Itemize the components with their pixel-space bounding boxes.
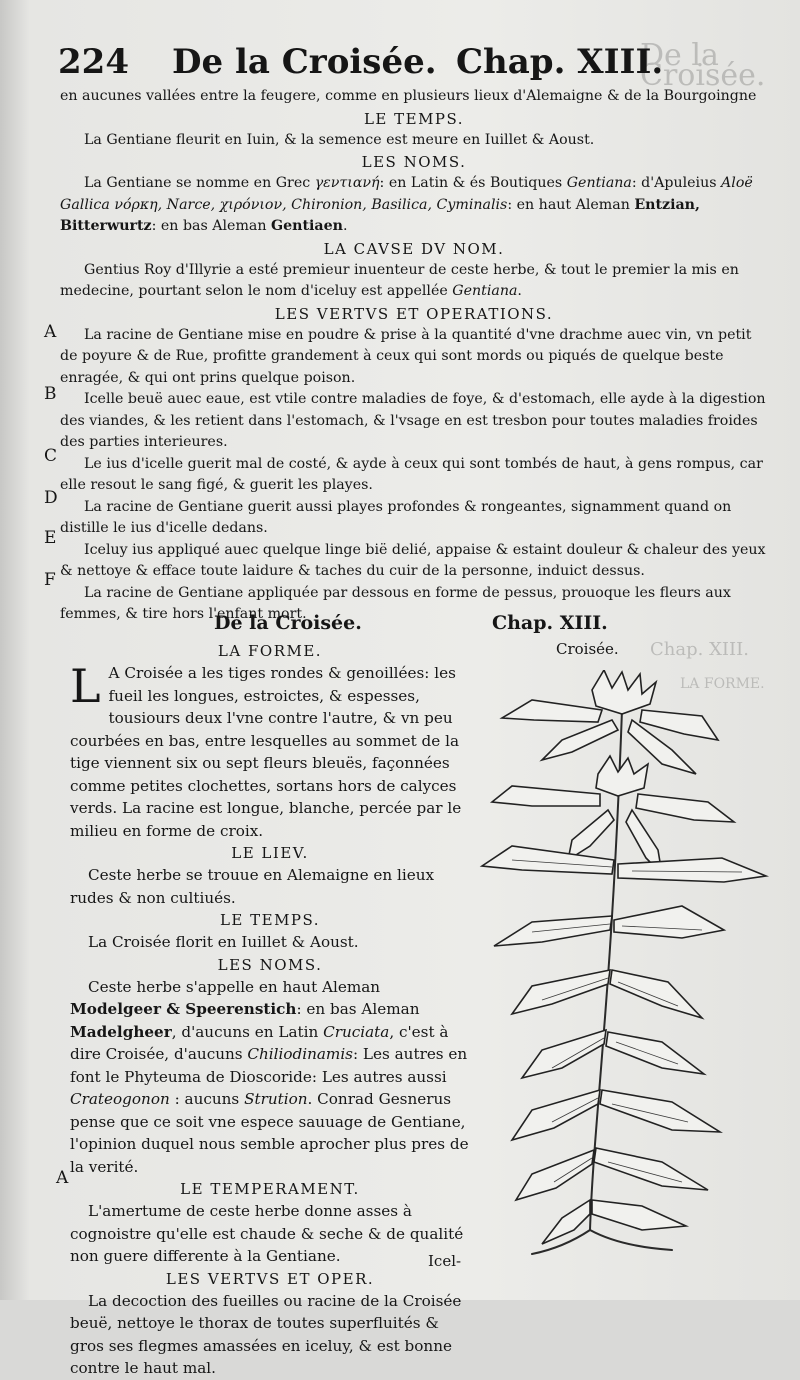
drop-cap: L bbox=[70, 659, 101, 713]
bleedthrough-chapter: Chap. XIII. bbox=[650, 639, 749, 660]
vertus-d-paragraph: La racine de Gentiane guerit aussi playes profondes & rongeantes, signamment quand on distille le ius d'icelle dedans. bbox=[60, 498, 732, 536]
chapter-label: Chap. XIII. bbox=[456, 42, 664, 82]
vertus-c-paragraph: Le ius d'icelle guerit mal de costé, & ayde à ceux qui sont tombés de haut, à gens rompus, car elle resout le sang figé, & guerit les playes. bbox=[60, 455, 763, 493]
temperament-heading: LE TEMPERAMENT. bbox=[180, 1180, 360, 1198]
plant-caption: Croisée. bbox=[556, 640, 619, 658]
margin-letter-a: A bbox=[44, 322, 57, 342]
leaf-hatching bbox=[512, 860, 742, 1182]
vertus-a-paragraph: La racine de Gentiane mise en poudre & prise à la quantité d'vne drachme auec vin, vn petit de poyure & de Rue, profitte grandement à ceux qui sont mords ou piqués de quelque beste enragée, & qui ont prins quelque poison. bbox=[60, 326, 752, 386]
forme-heading: LA FORME. bbox=[217, 642, 323, 660]
temps-paragraph: La Gentiane fleurit en Iuin, & la semence est meure en Iuillet & Aoust. bbox=[84, 131, 595, 148]
vertus-e-paragraph: Iceluy ius appliqué auec quelque linge bië delié, appaise & estaint douleur & chaleur des yeux & nettoye & efface toute laidure & taches du cuir de la personne, induict dessus. bbox=[60, 541, 766, 579]
croisee-plant-woodcut bbox=[472, 670, 782, 1260]
temps-heading-2: LE TEMPS. bbox=[219, 911, 321, 929]
cause-heading: LA CAVSE DV NOM. bbox=[323, 239, 505, 258]
vertus-b-paragraph: Icelle beuë auec eaue, est vtile contre maladies de foye, & d'estomach, elle ayde à la digestion des viandes, & les retient dans l'estomach, & l'vsage en est tresbon pour toutes maladies froides des parties interieures. bbox=[60, 391, 766, 450]
lieu-paragraph: Ceste herbe se trouue en Alemaigne en lieux rudes & non cultiués. bbox=[70, 866, 435, 907]
bleedthrough-heading: LA FORME. bbox=[680, 676, 765, 692]
subtitle-right: Chap. XIII. bbox=[492, 612, 608, 634]
margin-letter-e: E bbox=[44, 528, 57, 548]
temps-heading: LE TEMPS. bbox=[363, 109, 465, 128]
lower-left-column bbox=[70, 640, 470, 1380]
running-head bbox=[58, 40, 664, 84]
margin-letter-c: C bbox=[44, 446, 58, 466]
margin-letter-a-lower: A bbox=[56, 1168, 69, 1188]
margin-letter-f: F bbox=[44, 570, 56, 590]
noms-paragraph: La Gentiane se nomme en Grec γεντιανή: en Latin & és Boutiques Gentiana: d'Apuleius Aloë Gallica νόρκη, Narce, χιρόνιον, Chironion, Basilica, Cyminalis: en haut Aleman Entzian, Bitterwurtz: en bas Aleman Gentiaen. bbox=[60, 175, 753, 234]
temperament-paragraph: L'amertume de ceste herbe donne asses à cognoistre qu'elle est chaude & seche & de qualité non guere differente à la Gentiane. bbox=[70, 1202, 464, 1265]
running-title: De la Croisée. bbox=[172, 42, 437, 82]
bleedthrough-title: De la Croisée. bbox=[640, 38, 766, 93]
vertus-f-paragraph: La racine de Gentiane appliquée par dessous en forme de pessus, prouoque les fleurs aux femmes, & tire hors l'enfant mort. bbox=[60, 584, 731, 622]
upper-text-block bbox=[60, 86, 768, 626]
noms-heading-2: LES NOMS. bbox=[217, 955, 323, 974]
forme-paragraph: L A Croisée a les tiges rondes & genoillées: les fueil les longues, estroictes, & espesses, tousiours deux l'vne contre l'autre, & vn peu courbées en bas, entre lesquelles au sommet de la tige viennent six ou sept fleurs bleuës, façonnées comme petites clochettes, sortans hors de calyces verds. La racine est longue, blanche, percée par le milieu en forme de croix. bbox=[70, 659, 462, 840]
vertus-heading: LES VERTVS ET OPERATIONS. bbox=[274, 304, 554, 323]
habitat-continued: en aucunes vallées entre la feugere, comme en plusieurs lieux d'Alemaigne & de la Bourgoingne bbox=[60, 88, 757, 104]
vertus-heading-2: LES VERTVS ET OPER. bbox=[165, 1269, 375, 1288]
vertus-paragraph-2: La decoction des fueilles ou racine de la Croisée beuë, nettoye le thorax de toutes superfluités & gros ses flegmes amassées en iceluy, & est bonne contre le haut mal. bbox=[70, 1291, 462, 1377]
catchword: Icel- bbox=[428, 1252, 462, 1270]
noms-heading: LES NOMS. bbox=[361, 153, 467, 171]
page-number: 224 bbox=[58, 42, 129, 82]
lieu-heading: LE LIEV. bbox=[231, 844, 309, 862]
margin-letter-d: D bbox=[44, 488, 58, 508]
margin-letter-b: B bbox=[44, 384, 57, 404]
temps-paragraph-2: La Croisée florit en Iuillet & Aoust. bbox=[88, 933, 359, 951]
cause-paragraph: Gentius Roy d'Illyrie a esté premieur inuenteur de ceste herbe, & tout le premier la mis en medecine, pourtant selon le nom d'iceluy est appellée Gentiana. bbox=[60, 261, 739, 299]
subtitle-left: De la Croisée. bbox=[214, 612, 362, 634]
noms-paragraph-2: Ceste herbe s'appelle en haut Aleman Modelgeer & Speerenstich: en bas Aleman Madelgheer, d'aucuns en Latin Cruciata, c'est à dire Croisée, d'aucuns Chiliodinamis: Les autres en font le Phyteuma de Dioscoride: Les autres aussi Crateogonon : aucuns Strution. Conrad Gesnerus pense que ce soit vne espece sauuage de Gentiane, l'opinion duquel nous semble aprocher plus pres de la verité. bbox=[70, 977, 469, 1176]
